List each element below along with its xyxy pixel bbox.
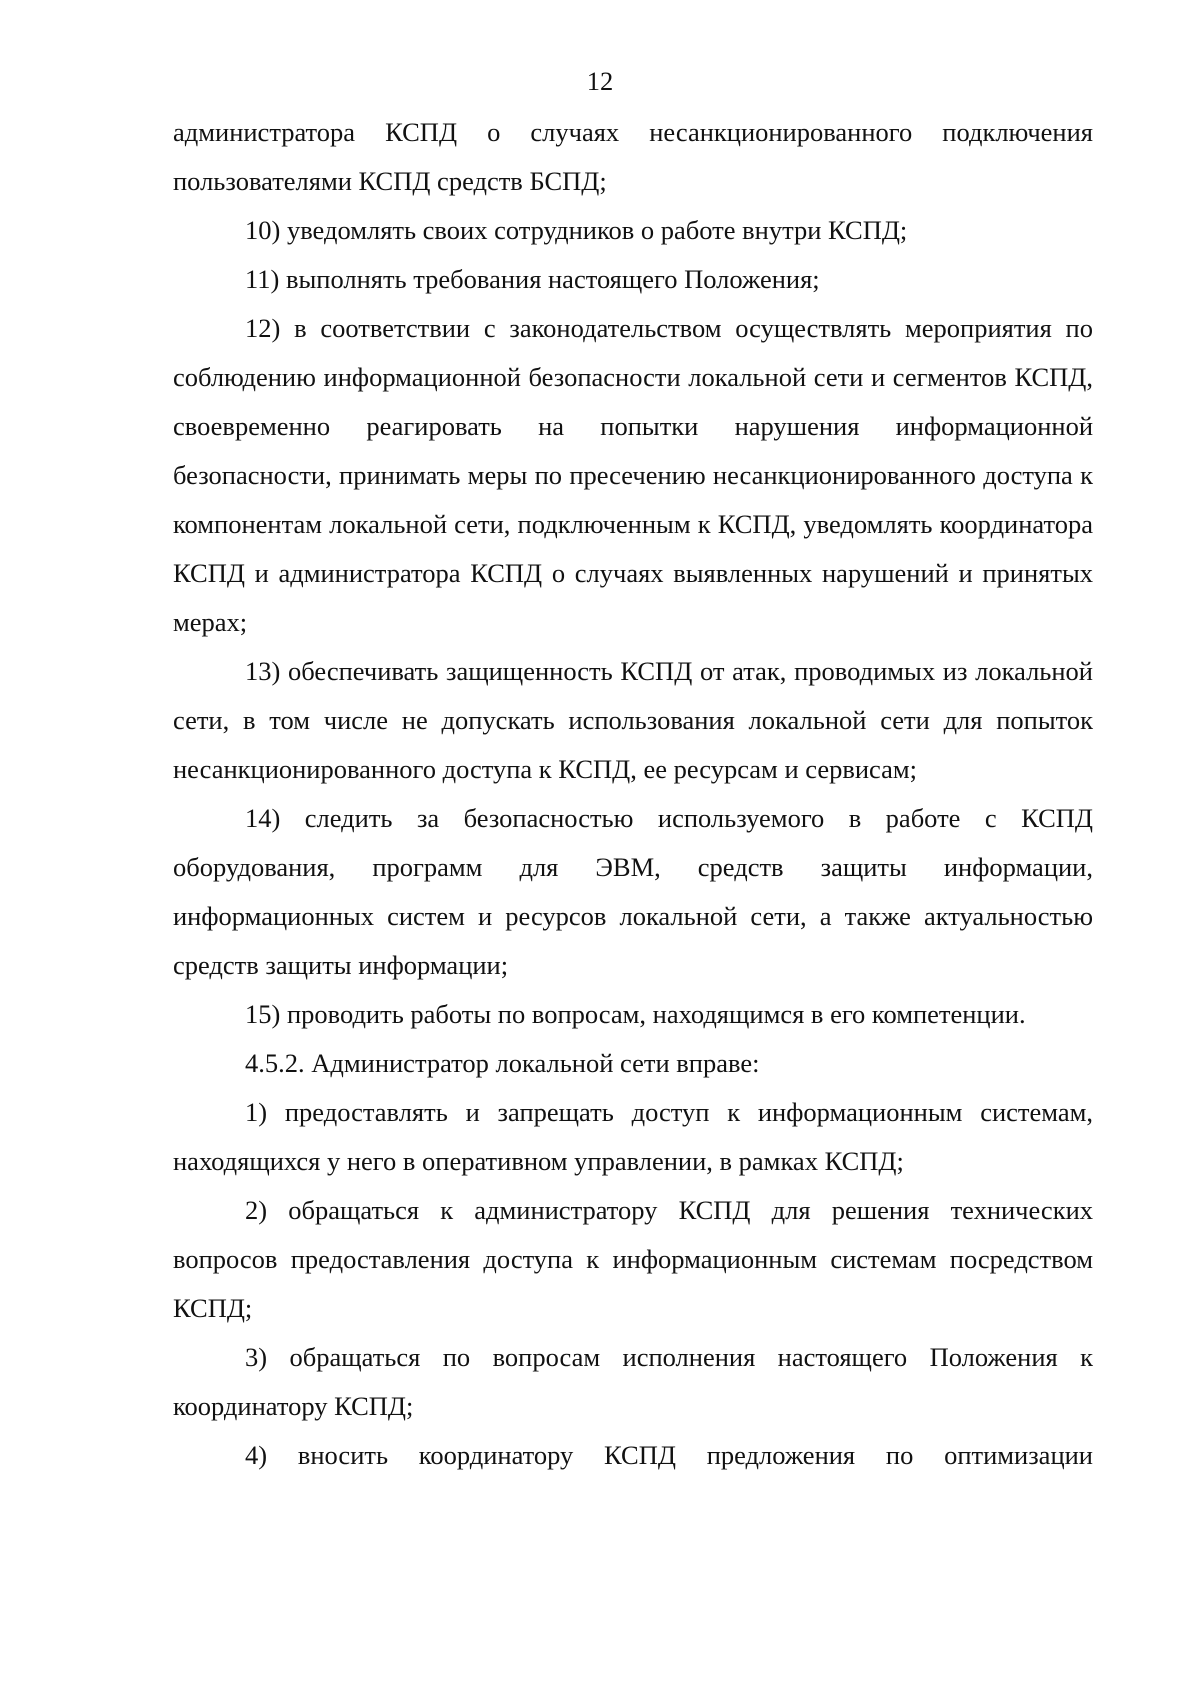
- paragraph-right-4: 4) вносить координатору КСПД предложения по оптимизации: [245, 1440, 1093, 1470]
- paragraph-right-3: 3) обращаться по вопросам исполнения настоящего Положения к координатору КСПД;: [173, 1342, 1093, 1421]
- paragraph-item-14: 14) следить за безопасностью используемого в работе с КСПД оборудования, программ для ЭВМ, средств защиты информации, информационных систем и ресурсов локальной сети, а также актуальностью средств защиты информации;: [173, 803, 1093, 980]
- paragraph-item-12: 12) в соответствии с законодательством осуществлять мероприятия по соблюдению информационной безопасности локальной сети и сегментов КСПД, своевременно реагировать на попытки нарушения информационной безопасности, принимать меры по пресечению несанкционированного доступа к компонентам локальной сети, подключенным к КСПД, уведомлять координатора КСПД и администратора КСПД о случаях выявленных нарушений и принятых мерах;: [173, 313, 1093, 637]
- paragraph-item-10: 10) уведомлять своих сотрудников о работе внутри КСПД;: [245, 215, 908, 245]
- paragraph-continuation: администратора КСПД о случаях несанкционированного подключения пользователями КСПД средств БСПД;: [173, 117, 1093, 196]
- paragraph-right-2: 2) обращаться к администратору КСПД для решения технических вопросов предоставления доступа к информационным системам посредством КСПД;: [173, 1195, 1093, 1323]
- paragraph-item-15: 15) проводить работы по вопросам, находящимся в его компетенции.: [245, 999, 1026, 1029]
- paragraph-item-13: 13) обеспечивать защищенность КСПД от атак, проводимых из локальной сети, в том числе не допускать использования локальной сети для попыток несанкционированного доступа к КСПД, ее ресурсам и сервисам;: [173, 656, 1093, 784]
- paragraph-right-1: 1) предоставлять и запрещать доступ к информационным системам, находящихся у него в оперативном управлении, в рамках КСПД;: [173, 1097, 1093, 1176]
- paragraph-item-11: 11) выполнять требования настоящего Положения;: [245, 264, 820, 294]
- page-number: 12: [586, 66, 614, 96]
- document-body: [173, 108, 1093, 1480]
- section-heading-4-5-2: 4.5.2. Администратор локальной сети вправе:: [245, 1048, 760, 1078]
